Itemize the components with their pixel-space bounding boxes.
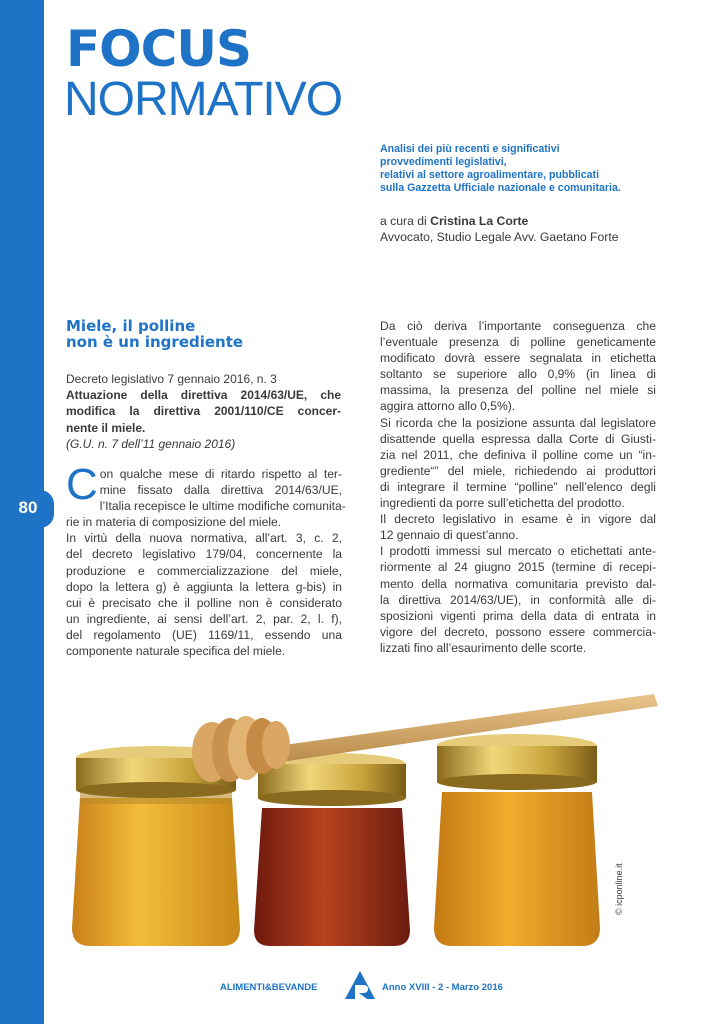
body-line: di integrare il termine “polline” nell’elenco degli <box>380 479 656 494</box>
body-line: del decreto legislativo 179/04, concernente la <box>66 547 342 562</box>
byline-prefix: a cura di <box>380 214 431 228</box>
body-line: soltanto se superiore allo 0,9% (in linea di <box>380 367 656 382</box>
article-title-line: Miele, il polline <box>66 317 196 335</box>
dropcap: C <box>66 460 98 509</box>
intro-line: sulla Gazzetta Ufficiale nazionale e comunitaria. <box>380 182 621 194</box>
body-line: la direttiva 2014/63/UE), in conformità alle di- <box>380 592 656 607</box>
body-line: componente naturale specifica del miele. <box>66 644 286 659</box>
body-line: lizzati fino all’esaurimento delle scorte. <box>380 640 587 655</box>
decree-title-line: modifica la direttiva 2001/110/CE concer- <box>66 404 341 419</box>
body-line: mine fissato dalla direttiva 2014/63/UE, <box>99 483 342 498</box>
page-number: 80 <box>18 498 38 517</box>
body-line: Si ricorda che la posizione assunta dal legislatore <box>380 415 656 430</box>
body-line: I prodotti immessi sul mercato o etichettati ante- <box>380 544 656 559</box>
body-line: del regolamento (UE) 1169/11, essendo una <box>66 627 342 642</box>
body-line: rie in materia di composizione del miele. <box>66 515 282 530</box>
honey-jar-middle <box>254 753 410 946</box>
body-line: vigore del decreto, possono essere commercia- <box>380 624 656 639</box>
section-title-light: NORMATIVO <box>64 73 343 126</box>
body-line: on qualche mese di ritardo rispetto al ter- <box>99 467 342 481</box>
body-line: aggira attorno allo 0,5%). <box>380 399 516 414</box>
article-title-line: non è un ingrediente <box>66 333 244 351</box>
article-body-left <box>66 460 346 659</box>
body-line: modificato dovrà essere segnalata in etichetta <box>380 351 656 366</box>
body-line: produzione e commercializzazione del miele, <box>66 563 342 578</box>
decree-title-line: Attuazione della direttiva 2014/63/UE, che <box>66 388 341 403</box>
gazette-reference: (G.U. n. 7 dell’11 gennaio 2016) <box>66 436 236 451</box>
photo-credit <box>611 855 625 915</box>
photo-credit-text: © icponline.it <box>614 863 624 915</box>
author-name: Cristina La Corte <box>430 214 529 228</box>
section-intro <box>380 143 670 195</box>
section-title-bold: FOCUS <box>66 20 251 78</box>
body-line: disattende quella espressa dalla Corte di Giusti- <box>380 431 656 446</box>
honey-jars-photo <box>62 688 662 950</box>
body-line: ingredienti da porre sull’etichetta del prodotto. <box>380 496 625 511</box>
body-line: Da ciò deriva l’importante conseguenza che <box>380 319 656 333</box>
body-line: l’Italia recepisce le ultime modifiche comunita- <box>99 499 346 514</box>
body-line: Il decreto legislativo in esame è in vigore dal <box>380 512 656 527</box>
intro-line: relativi al settore agroalimentare, pubblicati <box>380 169 600 181</box>
body-line: grediente“” del miele, richiedendo ai produttori <box>380 463 656 478</box>
decree-title-line: nente il miele. <box>66 420 146 435</box>
article-body-right <box>380 318 656 656</box>
decree-block <box>66 371 341 452</box>
byline <box>380 213 680 245</box>
footer-magazine-name: ALIMENTI&BEVANDE <box>220 982 318 993</box>
body-line: l’eventuale presenza di polline geneticamente <box>380 335 656 350</box>
body-line: In virtù della nuova normativa, all’art. 3, c. 2, <box>66 531 342 546</box>
body-line: 12 gennaio di quest’anno. <box>380 528 519 543</box>
author-affiliation: Avvocato, Studio Legale Avv. Gaetano Forte <box>380 230 619 244</box>
intro-line: provvedimenti legislativi, <box>380 156 507 168</box>
article-title <box>66 318 326 350</box>
body-line: dopo la lettera g) è aggiunta la lettera g-bis) in <box>66 579 342 594</box>
body-line: riormente al 24 giugno 2015 (termine di recepi- <box>380 560 656 575</box>
body-line: mento della normativa comunitaria previsto dal- <box>380 576 656 591</box>
body-line: sposizioni vigenti prima della data di entrata in <box>380 608 656 623</box>
body-line: massima, la presenza del polline nel miele si <box>380 383 656 398</box>
body-line: zia nel 2011, che definiva il polline come un “in- <box>380 447 656 462</box>
body-line: cui è precisato che il polline non è considerato <box>66 595 342 610</box>
decree-reference: Decreto legislativo 7 gennaio 2016, n. 3 <box>66 372 277 386</box>
footer-issue: Anno XVIII - 2 - Marzo 2016 <box>382 982 503 993</box>
intro-line: Analisi dei più recenti e significativi <box>380 143 560 155</box>
body-line: un ingrediente, ai sensi dell’art. 2, par. 2, l. f), <box>66 611 342 626</box>
magazine-logo-icon <box>343 969 377 999</box>
honey-jar-right <box>434 734 600 946</box>
